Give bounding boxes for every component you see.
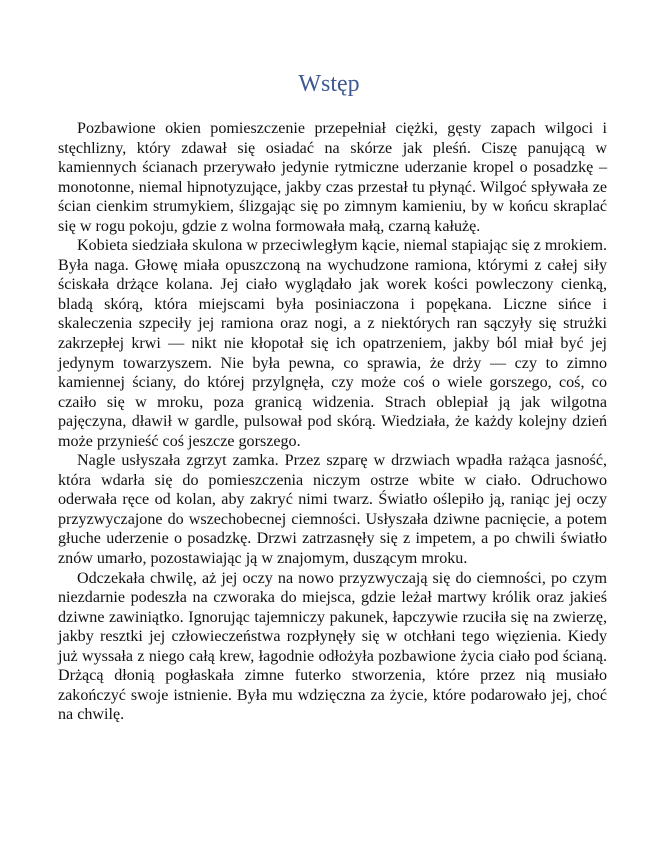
paragraph-2: Kobieta siedziała skulona w przeciwległym kącie, niemal stapiając się z mrokiem. Była naga. Głowę miała opuszczoną na wychudzone ramiona, którymi z całej siły ściskała drżące kolana. Jej ciało wyglądało jak worek kości powleczony cienką, bladą skórą, która miejscami była posiniaczona i popękana. Liczne sińce i skaleczenia szpeciły jej ramiona oraz nogi, a z niektórych ran sączyły się strużki zakrzepłej krwi — nikt nie kłopotał się ich opatrzeniem, jakby ból miał być jej jedynym towarzyszem. Nie była pewna, co sprawia, że drży — czy to zimno kamiennej ściany, do której przylgnęła, czy może coś o wiele gorszego, coś, co czaiło się w mroku, poza granicą widzenia. Strach oblepiał ją jak wilgotna pajęczyna, dławił w gardle, pulsował pod skórą. Wiedziała, że każdy kolejny dzień może przynieść coś jeszcze gorszego. — [58, 237, 608, 450]
paragraph-3: Nagle usłyszała zgrzyt zamka. Przez szparę w drzwiach wpadła rażąca jasność, która wdarła się do pomieszczenia niczym ostrze wbite w ciało. Odruchowo oderwała ręce od kolan, aby zakryć nimi twarz. Światło oślepiło ją, raniąc jej oczy przyzwyczajone do wszechobecnej ciemności. Usłyszała dziwne pacnięcie, a potem głuche uderzenie o posadzkę. Drzwi zatrzasnęły się z impetem, a po chwili światło znów umarło, pozostawiając ją w znajomym, duszącym mroku. — [58, 452, 607, 568]
paragraph-1: Pozbawione okien pomieszczenie przepełniał ciężki, gęsty zapach wilgoci i stęchlizny, który zdawał się osiadać na skórze jak pleśń. Ciszę panującą w kamiennych ścianach przerywało jedynie rytmiczne uderzanie kropel o posadzkę – monotonne, niemal hipnotyzujące, jakby czas przestał tu płynąć. Wilgoć spływała ze ścian cienkim strumykiem, ślizgając się po zimnym kamieniu, by w końcu skraplać się w rogu pokoju, gdzie z wolna formowała małą, czarną kałużę. — [58, 120, 607, 235]
chapter-body — [58, 119, 607, 725]
paragraph-4: Odczekała chwilę, aż jej oczy na nowo przyzwyczają się do ciemności, po czym niezdarnie podeszła na czworaka do miejsca, gdzie leżał martwy królik oraz jakieś dziwne zawiniątko. Ignorując tajemniczy pakunek, łapczywie rzuciła się na zwierzę, jakby resztki jej człowieczeństwa rozpłynęły się w otchłani tego więzienia. Kiedy już wyssała z niego całą krew, łagodnie odłożyła pozbawione życia ciało pod ścianą. Drżącą dłonią pogłaskała zimne futerko stworzenia, które przez nią musiało zakończyć swoje istnienie. Była mu wdzięczna za życie, które podarowało jej, choć na chwilę. — [58, 569, 607, 724]
chapter-title: Wstęp — [298, 71, 360, 97]
